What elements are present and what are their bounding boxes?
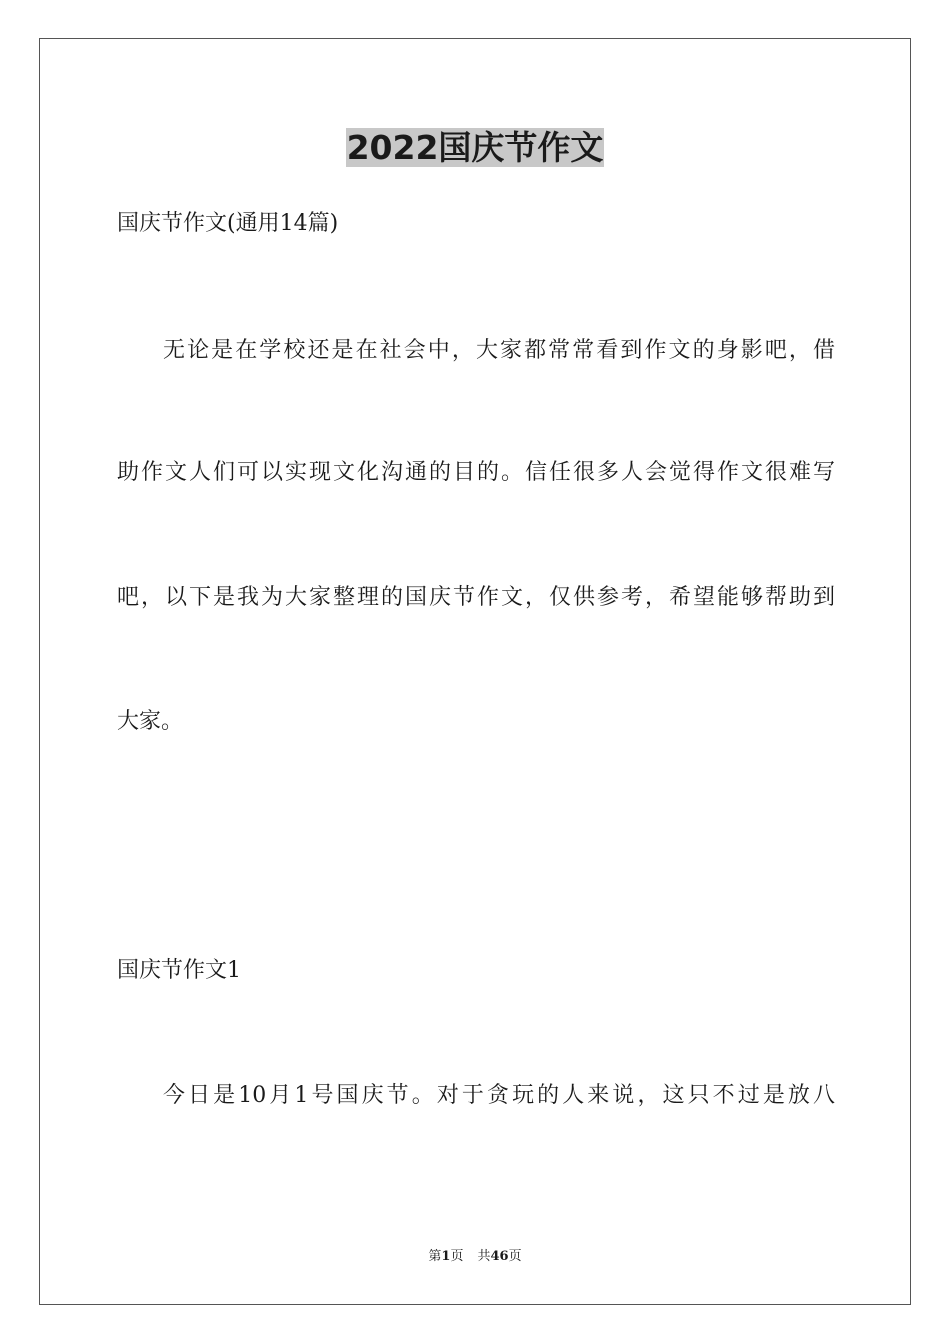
footer-page-number: 1 <box>441 1249 451 1264</box>
paragraph-line: 大家。 <box>117 709 184 734</box>
footer-page-suffix: 页 <box>450 1249 464 1264</box>
paragraph-line: 无论是在学校还是在社会中，大家都常常看到作文的身影吧，借 <box>163 338 835 363</box>
footer-total-suffix: 页 <box>508 1249 522 1264</box>
document-subtitle: 国庆节作文(通用14篇) <box>117 211 339 236</box>
footer-total-prefix: 共 <box>477 1249 491 1264</box>
footer-total-pages: 46 <box>490 1249 509 1264</box>
page-footer <box>0 1248 950 1266</box>
paragraph-line: 吧，以下是我为大家整理的国庆节作文，仅供参考，希望能够帮助到 <box>117 585 835 610</box>
document-title-text: 2022国庆节作文 <box>346 128 604 167</box>
paragraph-line: 助作文人们可以实现文化沟通的目的。信任很多人会觉得作文很难写 <box>117 460 835 485</box>
footer-prefix: 第 <box>428 1249 442 1264</box>
document-title <box>0 126 950 170</box>
paragraph-line: 今日是10月1号国庆节。对于贪玩的人来说，这只不过是放八 <box>163 1083 835 1108</box>
section-heading: 国庆节作文1 <box>117 958 241 983</box>
